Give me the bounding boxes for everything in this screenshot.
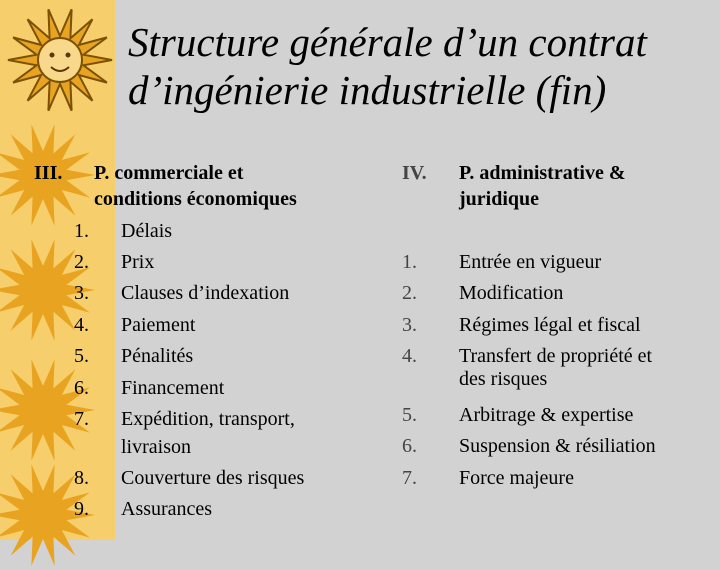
list-item-text: Prix	[121, 251, 155, 273]
list-item-number: 1.	[402, 251, 417, 273]
list-item-text: Arbitrage & expertise	[459, 404, 634, 426]
list-item-text: Modification	[459, 282, 564, 304]
list-item-number: 5.	[74, 345, 89, 367]
list-item-number: 2.	[402, 282, 417, 304]
section-heading: P. administrative &	[459, 162, 626, 184]
list-item-text: des risques	[459, 368, 548, 390]
list-item-text: Délais	[121, 220, 173, 242]
list-item-text: Expédition, transport,	[121, 408, 295, 430]
list-item-number: 1.	[74, 220, 89, 242]
list-item-number: 6.	[402, 435, 417, 457]
list-item-number: 6.	[74, 377, 89, 399]
list-item-text: livraison	[121, 436, 191, 458]
list-item-text: Régimes légal et fiscal	[459, 314, 641, 336]
list-item-text: Suspension & résiliation	[459, 435, 656, 457]
list-item-number: 3.	[74, 282, 89, 304]
section-heading: juridique	[459, 188, 540, 210]
list-item-number: 7.	[402, 467, 417, 489]
list-item-number: 2.	[74, 251, 89, 273]
list-item-number: 3.	[402, 314, 417, 336]
list-item-text: Assurances	[121, 498, 213, 520]
list-item-number: 7.	[74, 408, 89, 430]
list-item-number: 5.	[402, 404, 417, 426]
list-item-number: 8.	[74, 467, 89, 489]
list-item-text: Financement	[121, 377, 225, 399]
section-heading: conditions économiques	[94, 188, 297, 210]
section-number: III.	[34, 162, 63, 184]
list-item-text: Pénalités	[121, 345, 194, 367]
title-line-2: d’ingénierie industrielle (fin)	[128, 67, 607, 113]
list-item-text: Couverture des risques	[121, 467, 305, 489]
list-item-text: Paiement	[121, 314, 196, 336]
list-item-text: Force majeure	[459, 467, 574, 489]
list-item-text: Entrée en vigueur	[459, 251, 602, 273]
section-heading: P. commerciale et	[94, 162, 244, 184]
list-item-number: 4.	[402, 345, 417, 367]
list-item-text: Transfert de propriété et	[459, 345, 653, 367]
list-item-number: 9.	[74, 498, 89, 520]
title-line-1: Structure générale d’un contrat	[128, 19, 647, 65]
list-item-number: 4.	[74, 314, 89, 336]
section-number: IV.	[402, 162, 427, 184]
list-item-text: Clauses d’indexation	[121, 282, 290, 304]
